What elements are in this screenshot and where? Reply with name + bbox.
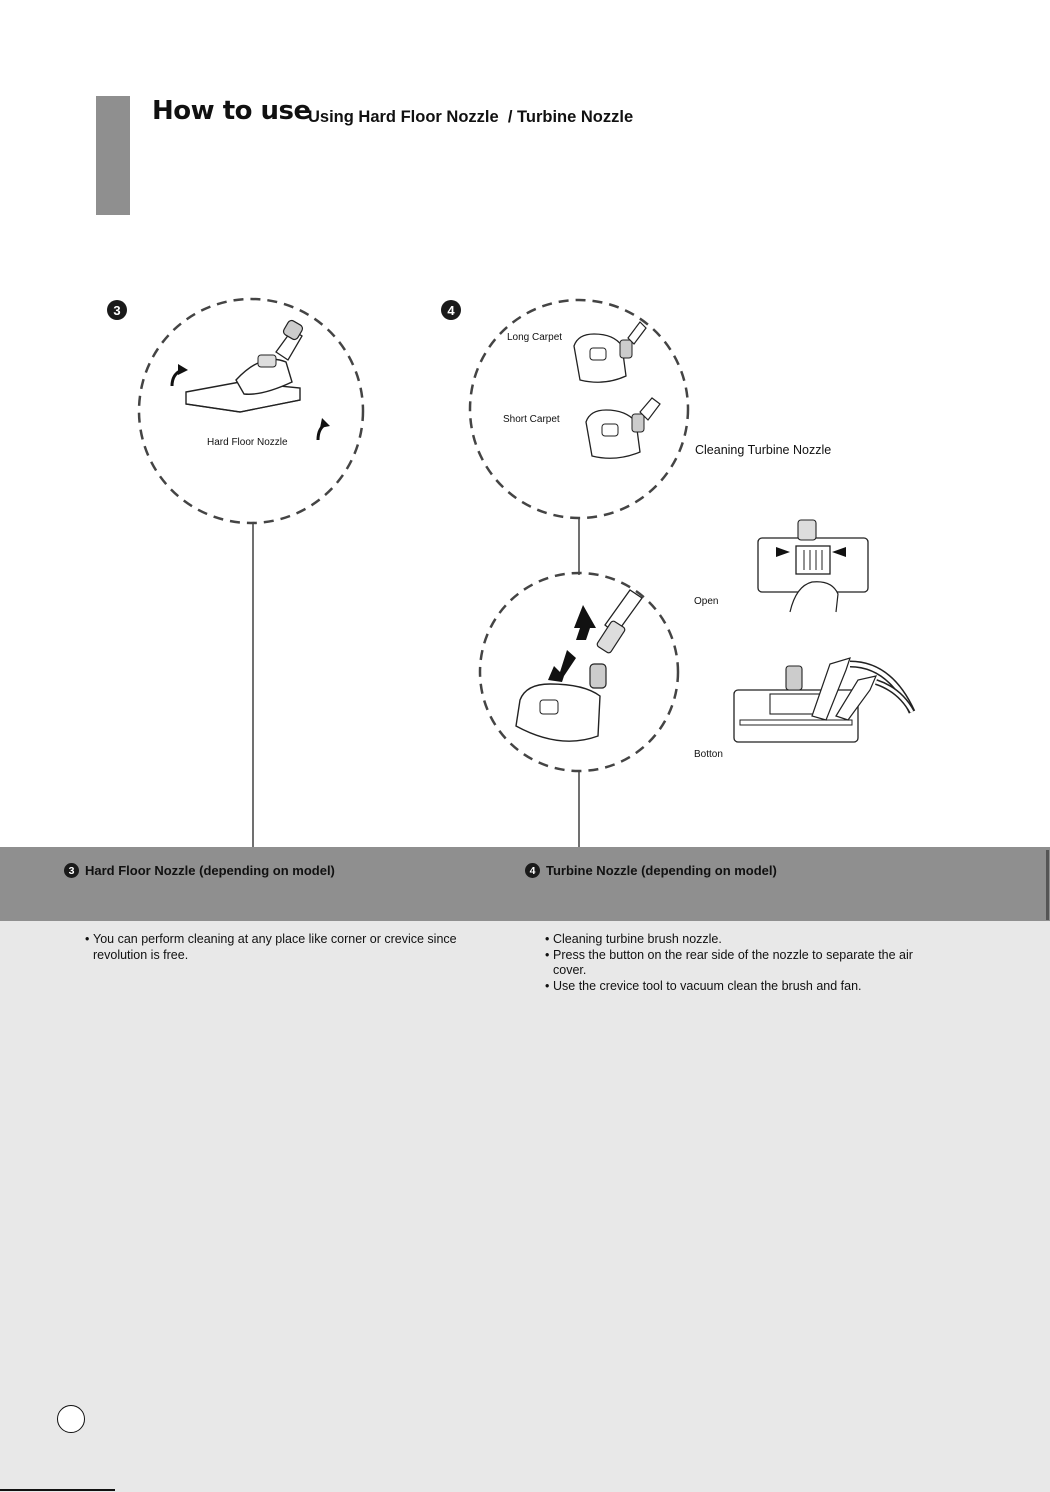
section-4-badge: 4 <box>525 863 540 878</box>
open-detail-figure <box>758 520 868 612</box>
turbine-attach-figure <box>480 573 678 771</box>
page-subtitle: Using Hard Floor Nozzle / Turbine Nozzle <box>308 108 634 126</box>
page-number-circle <box>57 1405 85 1433</box>
bottom-detail-figure <box>734 658 912 742</box>
section-4-title: Turbine Nozzle (depending on model) <box>546 863 777 878</box>
section-4-bullets <box>545 932 920 994</box>
bullet-item: • Press the button on the rear side of the nozzle to separate the air cover. <box>545 948 920 979</box>
content-panel <box>0 921 1050 1492</box>
section-3-badge: 3 <box>64 863 79 878</box>
edge-mark <box>1046 850 1049 920</box>
section-header-band <box>0 847 1050 921</box>
section-3-header <box>64 863 335 878</box>
section-3-bullets <box>85 932 485 963</box>
short-carpet-label: Short Carpet <box>503 414 560 425</box>
hard-floor-nozzle-label: Hard Floor Nozzle <box>207 437 288 448</box>
long-carpet-label: Long Carpet <box>507 332 563 343</box>
bullet-item: • Use the crevice tool to vacuum clean the brush and fan. <box>545 979 920 995</box>
bottom-rule <box>0 1489 115 1491</box>
bottom-label: Botton <box>694 749 723 760</box>
bullet-item: • Cleaning turbine brush nozzle. <box>545 932 920 948</box>
section-3-title: Hard Floor Nozzle (depending on model) <box>85 863 335 878</box>
open-label: Open <box>694 596 719 607</box>
section-4-header <box>525 863 777 878</box>
hard-floor-nozzle-figure <box>139 299 363 523</box>
step-3-badge: 3 <box>107 300 127 320</box>
cleaning-turbine-label: Cleaning Turbine Nozzle <box>695 443 832 457</box>
step-4-badge: 4 <box>441 300 461 320</box>
bullet-item: • You can perform cleaning at any place like corner or crevice since revolution is free. <box>85 932 485 963</box>
turbine-nozzle-figure <box>470 300 688 518</box>
page-title: How to use <box>152 96 311 126</box>
